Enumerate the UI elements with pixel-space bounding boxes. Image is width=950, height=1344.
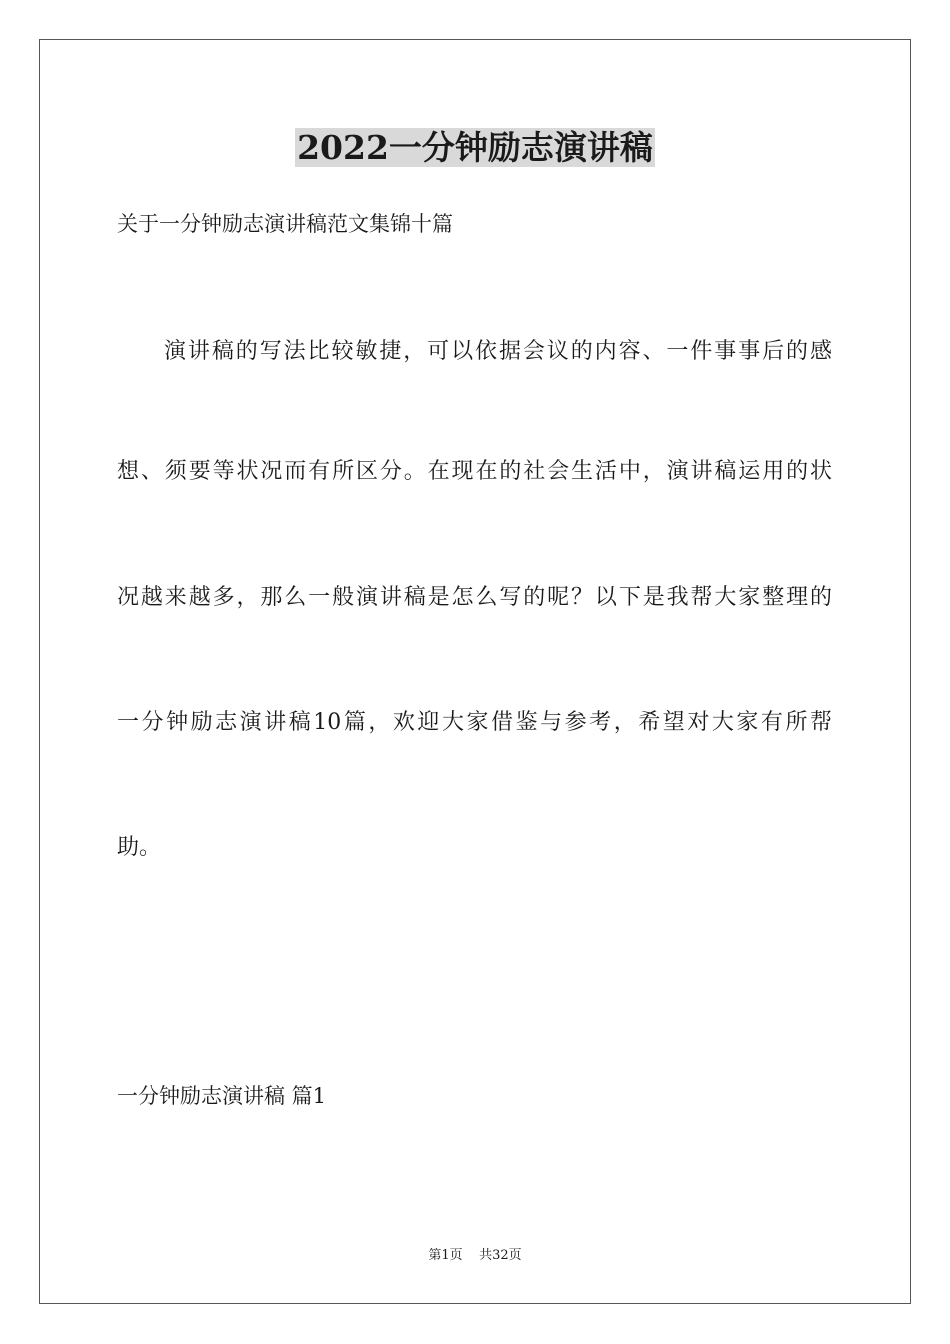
section-heading: 一分钟励志演讲稿 篇1 xyxy=(117,1084,327,1108)
document-title-text: 2022一分钟励志演讲稿 xyxy=(297,128,653,167)
intro-paragraph-line: 况越来越多，那么一般演讲稿是怎么写的呢？以下是我帮大家整理的 xyxy=(117,585,832,610)
document-subtitle: 关于一分钟励志演讲稿范文集锦十篇 xyxy=(117,212,453,236)
intro-paragraph-line: 一分钟励志演讲稿10篇，欢迎大家借鉴与参考，希望对大家有所帮 xyxy=(117,710,832,735)
intro-paragraph-line: 想、须要等状况而有所区分。在现在的社会生活中，演讲稿运用的状 xyxy=(117,459,832,484)
intro-paragraph-line: 助。 xyxy=(117,835,162,860)
intro-paragraph-line: 演讲稿的写法比较敏捷，可以依据会议的内容、一件事事后的感 xyxy=(164,339,832,364)
page-footer: 第1页 共32页 xyxy=(428,1248,522,1263)
document-title xyxy=(0,126,950,170)
